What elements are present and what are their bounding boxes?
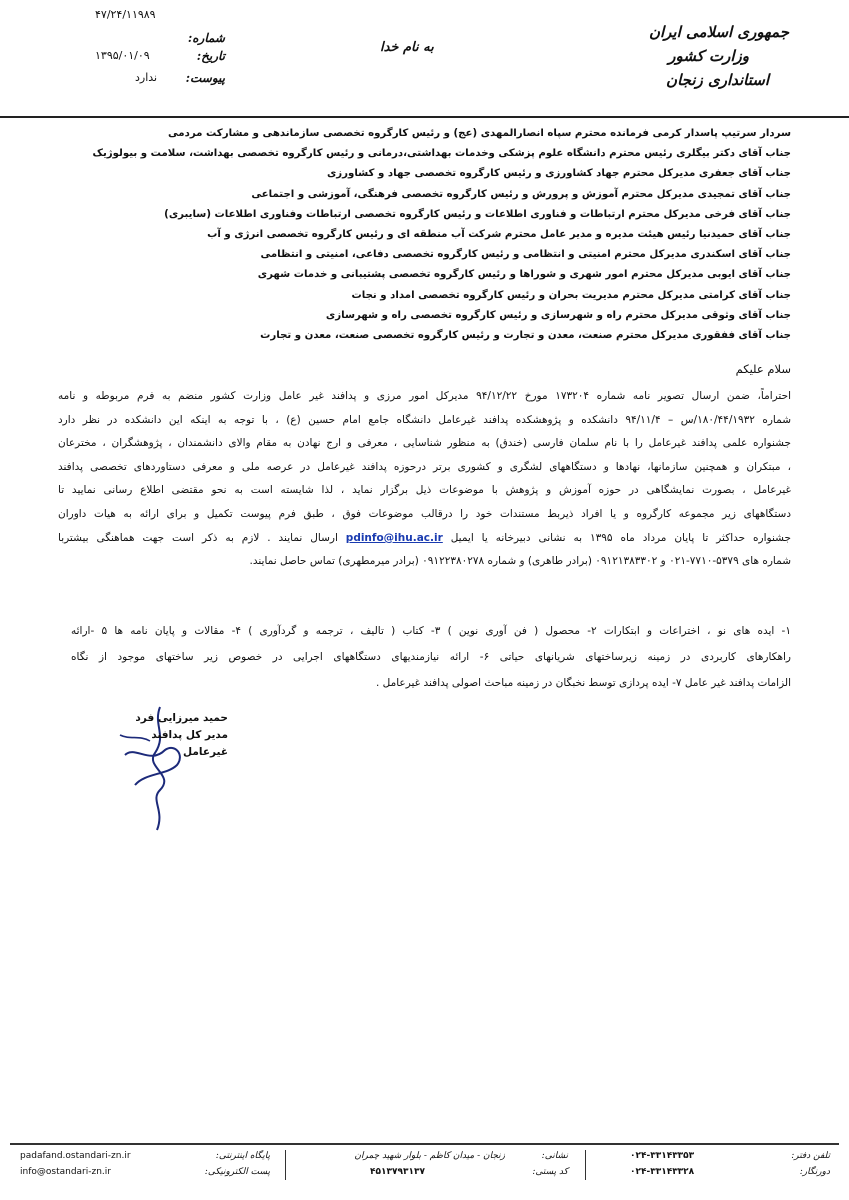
body-line: غیرعامل ، بصورت نمایشگاهی در حوزه آموزش و پژوهش با موضوعات ذیل برگزار نماید ، لذا شایسته است به نحو مقتضی اطلاع رسانی نمایید تا bbox=[58, 484, 791, 497]
topics-line: راهکارهای کاربردی در زمینه زیرساختهای شریانهای حیاتی ۶- ارائه نیازمندیهای دستگاههای اجرایی در خصوص زیر ساختهای موجود از نگاه bbox=[71, 651, 791, 663]
org-line-governorate: استانداری زنجان bbox=[666, 71, 769, 89]
footer-fax-label: دورنگار: bbox=[799, 1167, 830, 1177]
org-line-republic: جمهوری اسلامی ایران bbox=[648, 23, 789, 41]
header-divider bbox=[0, 116, 849, 118]
footer-email-label: پست الکترونیکی: bbox=[204, 1167, 270, 1177]
footer-fax: ۰۲۴-۳۳۱۴۳۳۲۸ bbox=[630, 1167, 695, 1177]
recipient-line: جناب آقای ففقوری مدیرکل محترم صنعت، معدن و تجارت و رئیس کارگروه تخصصی صنعت، معدن و تجارت bbox=[260, 329, 791, 341]
footer-postal-code: ۴۵۱۳۷۹۳۱۳۷ bbox=[370, 1167, 425, 1177]
letterhead-organization bbox=[589, 20, 789, 92]
footer-address-values bbox=[340, 1148, 505, 1180]
body-line: احتراماً، ضمن ارسال تصویر نامه شماره ۱۷۳۲۰۴ مورخ ۹۴/۱۲/۲۲ مدیرکل امور مرزی و پدافند غیر عامل وزارت کشور منضم به فرم مربوطه و نامه bbox=[58, 390, 791, 402]
footer-email[interactable]: info@ostandari-zn.ir bbox=[20, 1167, 111, 1177]
meta-number-value: ۴۷/۲۴/۱۱۹۸۹ bbox=[95, 8, 156, 21]
letter-meta bbox=[95, 8, 225, 94]
letter-body bbox=[58, 385, 791, 574]
footer-phone-label: تلفن دفتر: bbox=[791, 1151, 830, 1161]
recipient-line: جناب آقای وثوقی مدیرکل محترم راه و شهرسازی و رئیس کارگروه تخصصی راه و شهرسازی bbox=[325, 309, 791, 321]
body-line: شماره های ۵۳۷۹-۷۷۱۰-۰۲۱ و ۰۹۱۲۱۳۸۳۳۰۲ (برادر طاهری) و شماره ۰۹۱۲۲۳۸۰۲۷۸ (برادر میرمطهری) تماس حاصل نمایند. bbox=[249, 555, 791, 568]
footer-phone: ۰۲۴-۳۳۱۴۳۳۵۳ bbox=[630, 1151, 695, 1161]
body-line-end: ارسال نمایند . لازم به ذکر است جهت هماهنگی بیشتربا bbox=[58, 531, 338, 544]
bismillah: به نام خدا bbox=[380, 40, 434, 55]
body-line-start: جشنواره حداکثر تا پایان مرداد ماه ۱۳۹۵ به نشانی دبیرخانه یا ایمیل bbox=[450, 531, 791, 544]
footer-separator bbox=[585, 1150, 586, 1180]
topics-list bbox=[71, 618, 791, 696]
meta-attachment-label: پیوست: bbox=[185, 71, 225, 85]
meta-attachment-row bbox=[95, 71, 225, 94]
recipient-line: جناب آقای جعفری مدیرکل محترم جهاد کشاورزی و رئیس کارگروه تخصصی جهاد و کشاورزی bbox=[326, 168, 791, 180]
footer-address: زنجان - میدان کاظم - بلوار شهید چمران bbox=[354, 1151, 505, 1161]
footer-separator bbox=[285, 1150, 286, 1180]
recipient-line: جناب آقای فرخی مدیرکل محترم ارتباطات و فناوری اطلاعات و رئیس کارگروه تخصصی ارتباطات وفناوری اطلاعات (سایبری) bbox=[164, 208, 791, 220]
org-line-ministry: وزارت کشور bbox=[668, 47, 749, 65]
footer-divider bbox=[10, 1143, 839, 1145]
signatory-name: حمید میرزایی فرد bbox=[135, 712, 228, 724]
body-line: دستگاههای زیر مجموعه کارگروه و یا افراد ذیربط مستندات خود را درقالب موضوعات فوق ، طبق فرم پیوست تکمیل و برای ارائه به هیات داوران bbox=[58, 507, 791, 520]
footer-phone-values bbox=[630, 1148, 745, 1180]
footer-address-labels bbox=[508, 1148, 568, 1180]
meta-date-label: تاریخ: bbox=[196, 49, 225, 63]
meta-date-row bbox=[95, 49, 225, 71]
topics-line: ۱- ایده های نو ، اختراعات و ابتکارات ۲- محصول ( فن آوری نوین ) ۳- کتاب ( تالیف ، ترجمه و گردآوری ) ۴- مقالات و پایان نامه ها ۵ -ارائه bbox=[71, 625, 791, 637]
footer-postal-label: کد پستی: bbox=[532, 1167, 568, 1177]
signature-block bbox=[118, 710, 228, 761]
recipient-line: جناب آقای ایوبی مدیرکل محترم امور شهری و شوراها و رئیس کارگروه تخصصی پشتیبانی و خدمات شهری bbox=[257, 269, 791, 281]
topics-line: الزامات پدافند غیر عامل ۷- ایده پردازی توسط نخبگان در زمینه مباحث اصولی پدافند غیرعامل . bbox=[375, 677, 791, 689]
footer-address-label: نشانی: bbox=[541, 1151, 568, 1161]
footer-web-values bbox=[20, 1148, 150, 1180]
meta-attachment-value: ندارد bbox=[135, 71, 158, 84]
recipient-line: جناب آقای اسکندری مدیرکل محترم امنیتی و انتظامی و رئیس کارگروه تخصصی دفاعی، امنیتی و انتظامی bbox=[260, 249, 791, 261]
recipient-line: جناب آقای دکتر بیگلری رئیس محترم دانشگاه علوم پزشکی وخدمات بهداشتی،درمانی و رئیس کارگروه تخصصی بهداشت، سلامت و بیولوژیک bbox=[92, 148, 791, 160]
footer-phone-labels bbox=[760, 1148, 830, 1180]
footer-website-label: پایگاه اینترنتی: bbox=[215, 1151, 270, 1161]
recipient-line: جناب آقای حمیدنیا رئیس هیئت مدیره و مدیر عامل محترم شرکت آب منطقه ای و رئیس کارگروه تخصصی انرژی و آب bbox=[207, 228, 791, 240]
recipient-line: جناب آقای کرامتی مدیرکل محترم مدیریت بحران و رئیس کارگروه تخصصی امداد و نجات bbox=[351, 289, 791, 301]
body-line: جشنواره علمی پدافند غیرعامل را با نام سلمان فارسی (خندق) به منظور شناسایی ، معرفی و ارج نهادن به مقام والای دانشمندان ، پژوهشگران ، مخترعان bbox=[58, 437, 791, 450]
recipient-line: سردار سرتیپ پاسدار کرمی فرمانده محترم سپاه انصارالمهدی (عج) و رئیس کارگروه تخصصی سازماندهی و مشارکت مردمی bbox=[167, 128, 791, 139]
body-line: شماره ۱۸۰/۴۴/۱۹۳۲/س – ۹۴/۱۱/۴ دانشکده و پژوهشکده پدافند غیرعامل دانشگاه جامع امام حسین (ع) ، با توجه به اینکه این دانشکده در نظر دارد bbox=[58, 413, 791, 426]
greeting: سلام علیکم bbox=[735, 362, 791, 376]
footer-website[interactable]: padafand.ostandari-zn.ir bbox=[20, 1151, 131, 1161]
meta-number-row bbox=[95, 8, 225, 31]
meta-number-label: شماره: bbox=[187, 31, 225, 45]
body-line: ، مبتکران و همچنین سازمانها، نهادها و دستگاههای لشگری و کشوری برتر درحوزه پدافند غیرعامل در عرصه ملی و معرفی دستاوردهای تخصصی پدافند bbox=[58, 460, 791, 473]
meta-number-label-row bbox=[95, 31, 225, 49]
footer-web-labels bbox=[190, 1148, 270, 1180]
email-link[interactable]: pdinfo@ihu.ac.ir bbox=[345, 531, 443, 544]
recipients-list bbox=[51, 124, 791, 346]
meta-date-value: ۱۳۹۵/۰۱/۰۹ bbox=[95, 49, 150, 62]
recipient-line: جناب آقای تمجیدی مدیرکل محترم آموزش و پرورش و رئیس کارگروه تخصصی فرهنگی، آموزشی و اجتماعی bbox=[251, 188, 791, 200]
signatory-title: مدیر کل پدافند غیرعامل bbox=[151, 729, 228, 758]
body-line-with-email bbox=[58, 527, 791, 551]
